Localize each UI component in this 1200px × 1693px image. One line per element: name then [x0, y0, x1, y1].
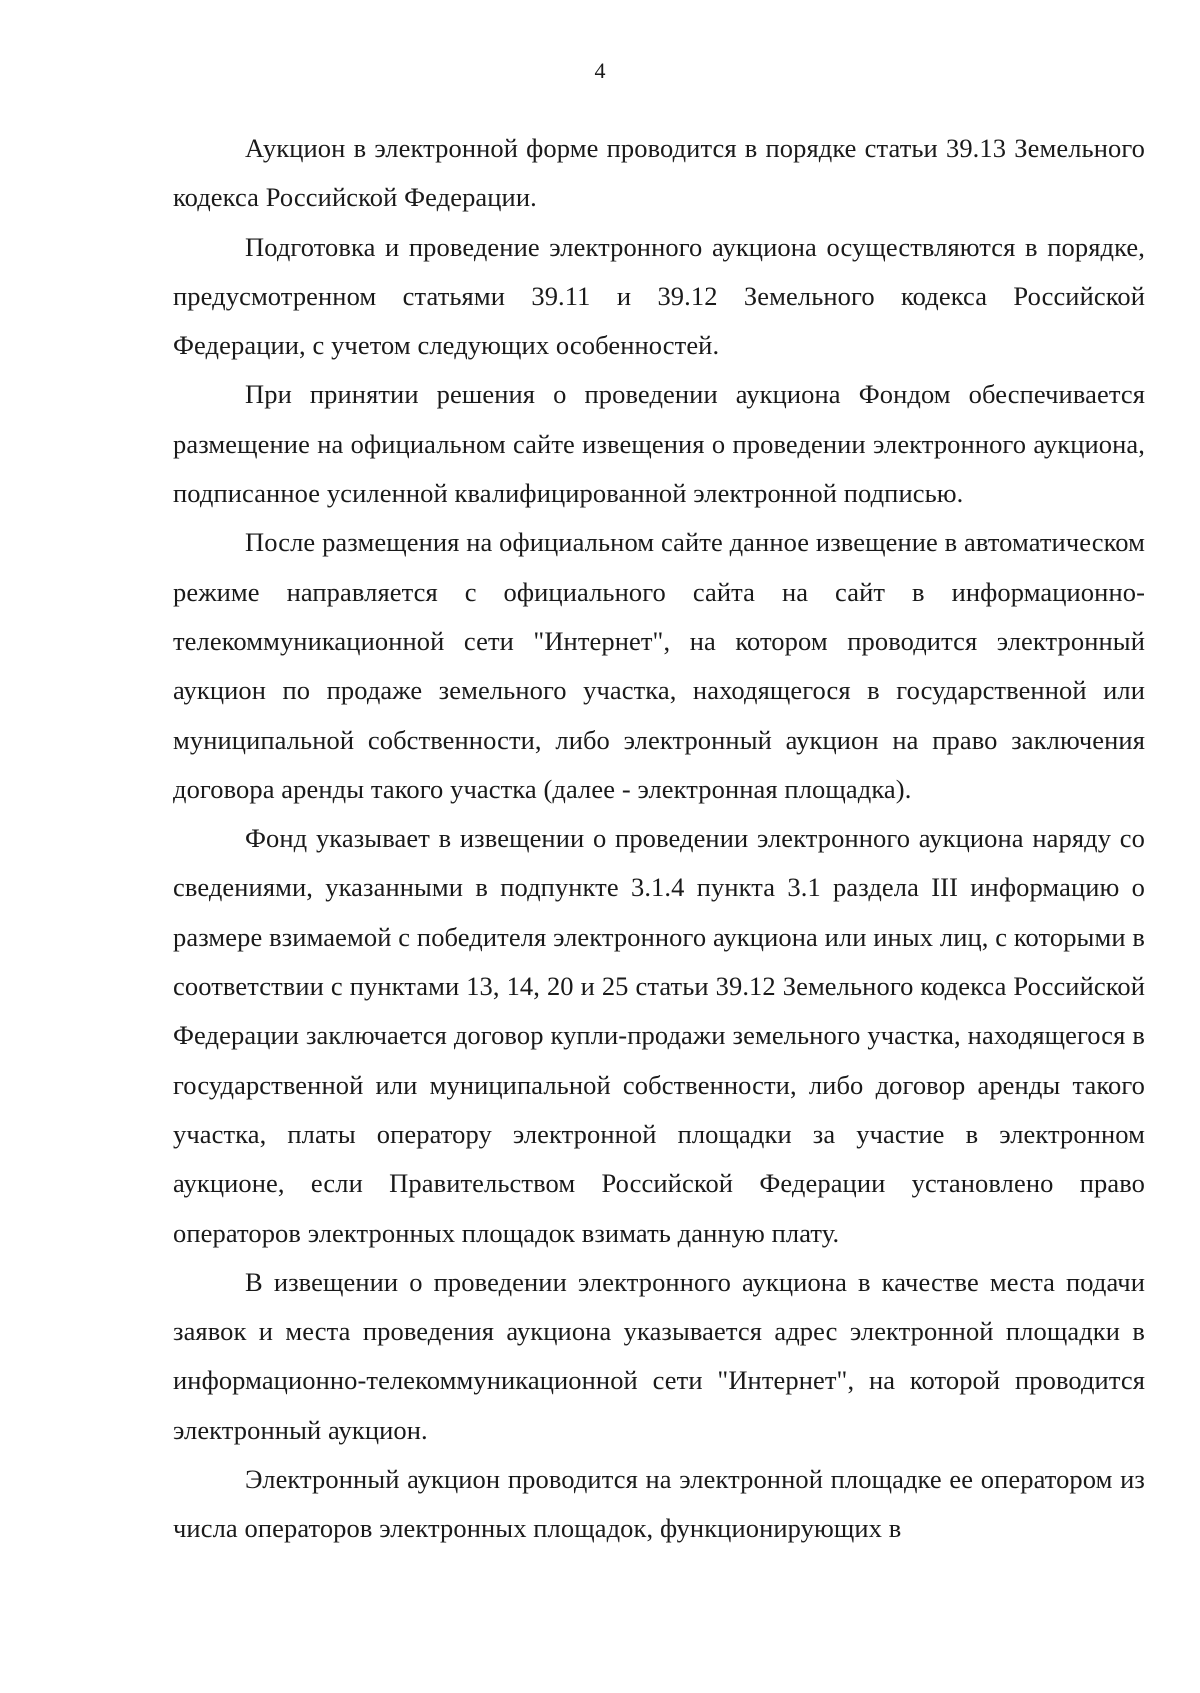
paragraph-7: Электронный аукцион проводится на электронной площадке ее оператором из числа операторов электронных площадок, функционирующих в — [173, 1464, 1145, 1544]
document-body — [173, 124, 1145, 1554]
paragraph-5: Фонд указывает в извещении о проведении электронного аукциона наряду со сведениями, указанными в подпункте 3.1.4 пункта 3.1 раздела III информацию о размере взимаемой с победителя электронного аукциона или иных лиц, с которыми в соответствии с пунктами 13, 14, 20 и 25 статьи 39.12 Земельного кодекса Российской Федерации заключается договор купли-продажи земельного участка, находящегося в государственной или муниципальной собственности, либо договор аренды такого участка, платы оператору электронной площадки за участие в электронном аукционе, если Правительством Российской Федерации установлено право операторов электронных площадок взимать данную плату. — [173, 823, 1145, 1248]
paragraph-2: Подготовка и проведение электронного аукциона осуществляются в порядке, предусмотренном статьями 39.11 и 39.12 Земельного кодекса Российской Федерации, с учетом следующих особенностей. — [173, 231, 1145, 361]
paragraph-3: При принятии решения о проведении аукциона Фондом обеспечивается размещение на официальном сайте извещения о проведении электронного аукциона, подписанное усиленной квалифицированной электронной подписью. — [173, 379, 1145, 509]
paragraph-4: После размещения на официальном сайте данное извещение в автоматическом режиме направляется с официального сайта на сайт в информационно-телекоммуникационной сети "Интернет", на котором проводится электронный аукцион по продаже земельного участка, находящегося в государственной или муниципальной собственности, либо электронный аукцион на право заключения договора аренды такого участка (далее - электронная площадка). — [173, 527, 1145, 804]
paragraph-1: Аукцион в электронной форме проводится в порядке статьи 39.13 Земельного кодекса Российской Федерации. — [173, 133, 1145, 213]
paragraph-6: В извещении о проведении электронного аукциона в качестве места подачи заявок и места проведения аукциона указывается адрес электронной площадки в информационно-телекоммуникационной сети "Интернет", на которой проводится электронный аукцион. — [173, 1266, 1145, 1445]
page-number: 4 — [594, 58, 606, 83]
